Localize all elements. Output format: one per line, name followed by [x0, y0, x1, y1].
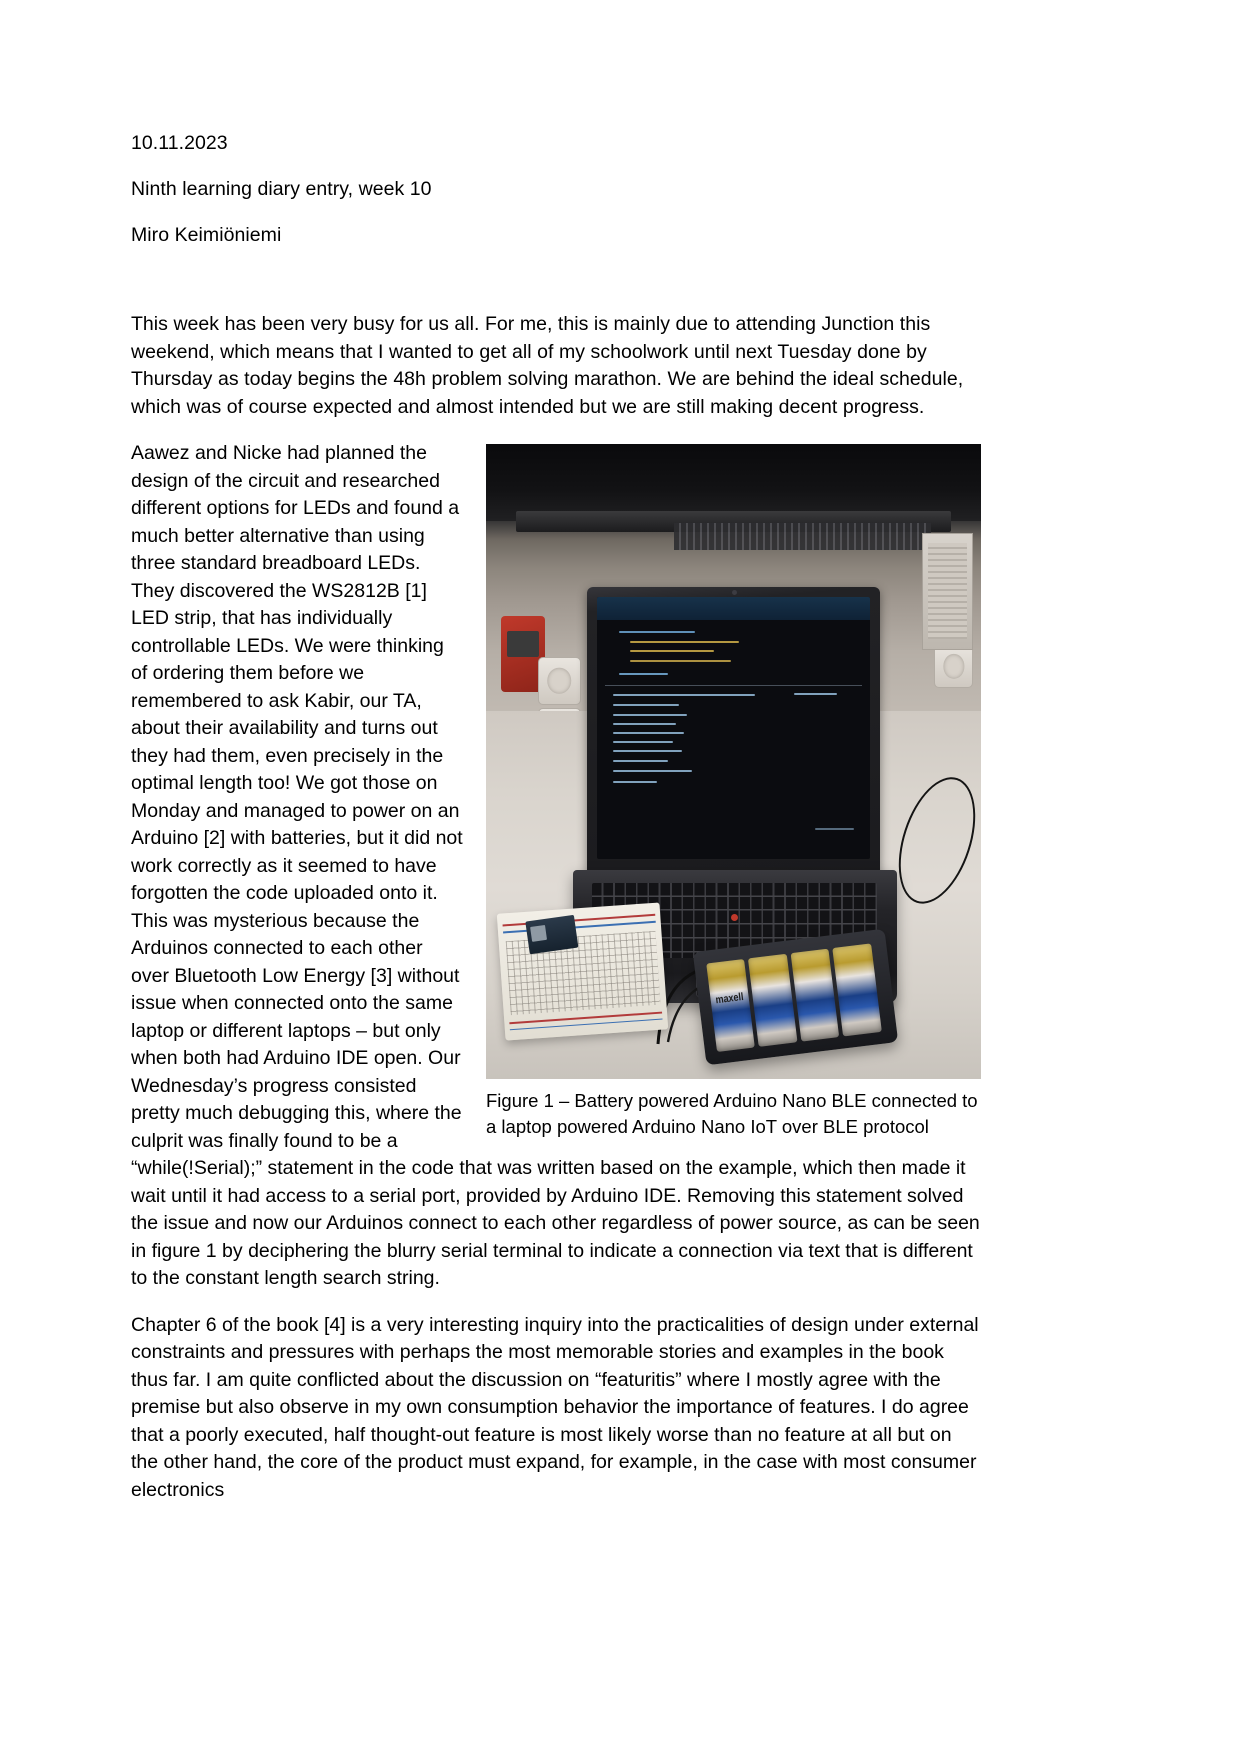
paragraph-project-progress: Aawez and Nicke had planned the design of the circuit and researched different options for LEDs and found a much better alternative than using three standard breadboard LEDs. They discovered the WS2812B [1] LED strip, that has individually controllable LEDs. We were thinking of ordering them before we remembered to ask Kabir, our TA, about their availability and turns out they had them, even precisely in the optimal length too! We got those on Monday and managed to power on an Arduino [2] with batteries, but it did not work correctly as it seemed to have forgotten the code uploaded onto it. This was mysterious because the Arduinos connected to each other over Bluetooth Low Energy [3] without issue when connected onto the same laptop or different laptops – but only when both had Arduino IDE open. Our Wednesday’s progress consisted pretty much debugging this, where the culprit was finally found to be a “while(!Serial);” statement in the code that was written based on the example, which then made it wait until it had access to a serial port, provided by Arduino IDE. Removing this statement solved the issue and now our Arduinos connect to each other regardless of power source, as can be seen in figure 1 by deciphering the blurry serial terminal to indicate a connection via text that is different to the constant length search string.	[131, 442, 980, 1290]
photo-battery-cell	[748, 953, 797, 1046]
entry-author: Miro Keimiöniemi	[131, 223, 282, 246]
paragraph-intro: This week has been very busy for us all. For me, this is mainly due to attending Junction this weekend, which means that I wanted to get all of my schoolwork until next Tuesday done by Thursday as today begins the 48h problem solving marathon. We are behind the ideal schedule, which was of course expected and almost intended but we are still making decent progress.	[131, 313, 964, 418]
figure-1-caption: Figure 1 – Battery powered Arduino Nano BLE connected to a laptop powered Arduino Nano IoT over BLE protocol	[486, 1090, 978, 1138]
figure-1-photo	[486, 444, 981, 1079]
document-content	[131, 130, 981, 1504]
photo-battery-cell	[790, 948, 839, 1041]
photo-battery-cell	[706, 958, 755, 1051]
entry-title: Ninth learning diary entry, week 10	[131, 177, 432, 200]
header-body-spacer	[131, 267, 981, 311]
photo-battery-cell	[832, 943, 881, 1036]
paragraph-book-chapter: Chapter 6 of the book [4] is a very interesting inquiry into the practicalities of design under external constraints and pressures with perhaps the most memorable stories and examples in the book thus far. I am quite conflicted about the discussion on “featuritis” where I mostly agree with the premise but also observe in my own consumption behavior the importance of features. I do agree that a poorly executed, half thought-out feature is most likely worse than no feature at all but on the other hand, the core of the product must expand, for example, in the case with most consumer electronics	[131, 1313, 979, 1501]
entry-date: 10.11.2023	[131, 132, 228, 154]
figure-1	[486, 444, 981, 1140]
photo-breadboard	[497, 902, 669, 1040]
photo-battery-label: maxell	[714, 989, 744, 1006]
photo-battery-pack	[693, 928, 899, 1065]
photo-arduino-nano-board	[525, 914, 578, 954]
